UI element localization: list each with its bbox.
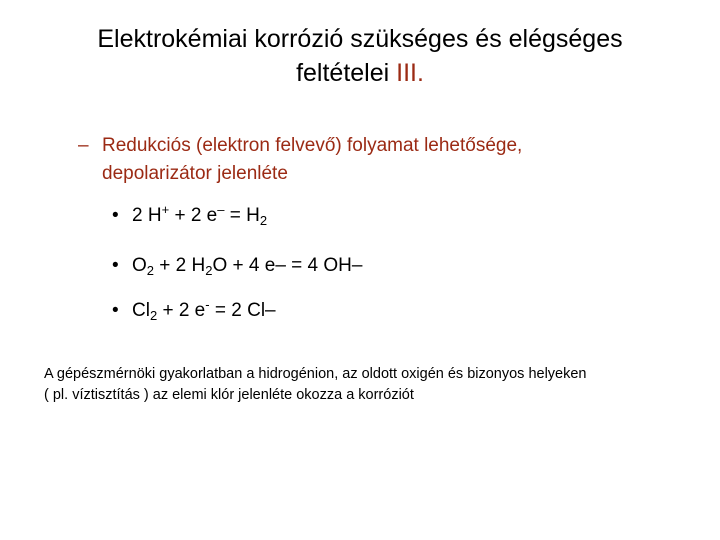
eq1-part-c: = H: [224, 205, 260, 226]
eq2-part-a: O: [132, 255, 147, 276]
bullet-marker: •: [112, 255, 119, 276]
equation-oxygen: [112, 253, 362, 279]
eq1-part-a: 2 H: [132, 205, 162, 226]
eq2-part-b: + 2 H: [154, 255, 206, 276]
eq3-part-a: Cl: [132, 300, 150, 321]
dash-marker: –: [78, 135, 89, 156]
footnote-line-1: A gépészmérnöki gyakorlatban a hidrogénion, az oldott oxigén és bizonyos helyeken: [44, 366, 587, 382]
bullet-marker: •: [112, 205, 119, 226]
title-line-2: [20, 56, 700, 90]
eq3-sup-b: -: [205, 297, 210, 312]
equation-chlorine: [112, 298, 276, 324]
slide-title: [20, 22, 700, 90]
eq2-part-c: O + 4 e– = 4 OH–: [212, 255, 363, 276]
title-numeral: III.: [396, 59, 424, 87]
title-line-1: Elektrokémiai korrózió szükséges és elégséges: [97, 25, 623, 53]
eq3-part-b: + 2 e: [157, 300, 206, 321]
eq2-sub-a: 2: [146, 263, 155, 278]
eq1-sup-b: –: [217, 202, 225, 217]
subpoint-reduction: [78, 132, 698, 188]
eq1-sup-a: +: [161, 202, 170, 217]
eq2-sub-b: 2: [205, 263, 213, 278]
equation-hydrogen: [112, 203, 267, 229]
footnote-line-2: ( pl. víztisztítás ) az elemi klór jelenléte okozza a korróziót: [44, 387, 414, 403]
subpoint-line-2: depolarizátor jelenléte: [102, 163, 288, 184]
eq1-sub-c: 2: [259, 213, 268, 228]
bullet-marker: •: [112, 300, 119, 321]
subpoint-line-1: Redukciós (elektron felvevő) folyamat lehetősége,: [102, 135, 523, 156]
footnote: [44, 364, 704, 406]
eq3-part-c: = 2 Cl–: [209, 300, 276, 321]
eq1-part-b: + 2 e: [169, 205, 218, 226]
title-line-2-text: feltételei: [296, 59, 397, 87]
eq3-sub-a: 2: [149, 308, 158, 323]
